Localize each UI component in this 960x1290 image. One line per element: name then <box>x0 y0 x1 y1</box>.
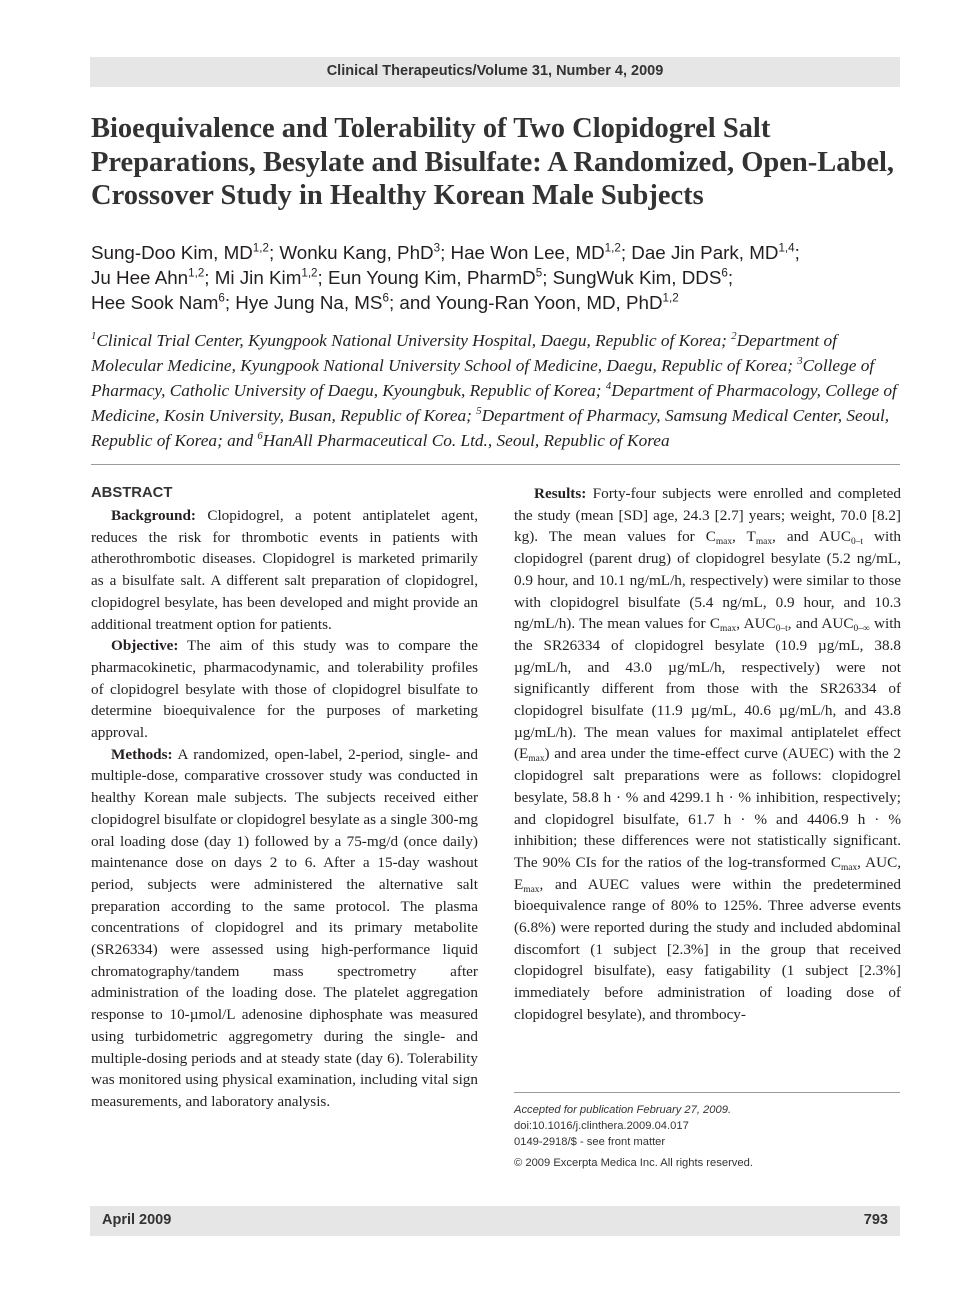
author-name: Young-Ran Yoon, MD, PhD <box>435 292 663 313</box>
abstract-heading: ABSTRACT <box>91 485 173 501</box>
author-name: Hae Won Lee, MD <box>450 242 605 263</box>
copyright-line: © 2009 Excerpta Medica Inc. All rights reserved. <box>514 1157 753 1169</box>
author-affil-mark: 1,2 <box>252 241 269 255</box>
affiliations <box>91 328 906 453</box>
author-name: Dae Jin Park, MD <box>631 242 779 263</box>
page-number: 793 <box>863 1212 888 1228</box>
article-title: Bioequivalence and Tolerability of Two Clopidogrel Salt Preparations, Besylate and Bisulfate: A Randomized, Open-Label, Crossover Study in Healthy Korean Male Subjects <box>91 113 895 211</box>
author-name: Sung-Doo Kim, MD <box>91 242 253 263</box>
affiliation-number: 4 <box>605 380 612 393</box>
author-affil-mark: 1,2 <box>604 241 621 255</box>
running-head: Clinical Therapeutics/Volume 31, Number 4, 2009 <box>326 63 664 79</box>
author-affil-mark: 6 <box>721 266 728 280</box>
footnote-divider <box>514 1092 900 1093</box>
running-head-band <box>90 57 900 87</box>
header-divider <box>91 464 900 465</box>
article-footnote <box>514 1102 900 1171</box>
abstract-objective: Objective: The aim of this study was to compare the pharmacokinetic, pharmacodynamic, and tolerability profiles of clopidogrel besylate with those of clopidogrel bisulfate to determine bioequivalence for the purposes of marketing approval. <box>91 637 478 742</box>
methods-label: Methods: <box>111 745 173 763</box>
author-name: Wonku Kang, PhD <box>279 242 434 263</box>
footer-date: April 2009 <box>102 1212 172 1228</box>
author-list: Sung-Doo Kim, MD$^{1,2}$; Wonku Kang, PhD$^3$; Hae Won Lee, MD$^{1,2}$; Dae Jin Park, MD$^{1,4}$; Ju Hee Ahn$^{1,2}$; Mi Jin Kim$^{1,2}$; Eun Young Kim, PharmD$^5$; SungWuk Kim, DDS$^6$; Hee Sook Nam$^6$; Hye Jung Na, $MS^6$; and Young-Ran Yoon, MD, PhD$^{1,2}$ <box>91 241 800 313</box>
affiliation-text: HanAll Pharmaceutical Co. Ltd., Seoul, Republic of Korea <box>262 431 670 450</box>
affiliation-number: 5 <box>476 405 482 418</box>
affiliation-number: 2 <box>731 330 737 343</box>
results-label: Results: <box>534 485 587 502</box>
author-affil-mark: 1,2 <box>188 266 205 280</box>
affiliation-number: 1 <box>91 330 97 343</box>
abstract-background: Background: Clopidogrel, a potent antiplatelet agent, reduces the risk for thrombotic events in patients with atherothrombotic diseases. Clopidogrel is marketed primarily as a bisulfate salt. A different salt preparation of clopidogrel, clopidogrel besylate, has been developed and might provide an additional treatment option for patients. <box>91 507 478 633</box>
author-name: Hye Jung Na, MS <box>235 292 383 313</box>
author-affil-mark: 1,2 <box>662 291 679 305</box>
author-affil-mark: 6 <box>382 291 389 305</box>
affiliation-number: 6 <box>257 430 263 443</box>
affiliation-text: Department of Pharmacy, Samsung Medical Center, Seoul, Republic of Korea; and <box>91 406 890 450</box>
affiliation-text: Clinical Trial Center, Kyungpook National University Hospital, Daegu, Republic of Korea; <box>96 331 732 350</box>
author-name: SungWuk Kim, DDS <box>552 267 722 288</box>
affiliation-text: Department of Pharmacology, College of Medicine, Kosin University, Busan, Republic of Korea; <box>91 381 897 425</box>
author-affil-mark: 6 <box>218 291 225 305</box>
author-affil-mark: 3 <box>433 241 441 255</box>
author-name: Ju Hee Ahn <box>91 267 189 288</box>
author-affil-mark: 5 <box>535 266 543 280</box>
author-name: Mi Jin Kim <box>214 267 302 288</box>
abstract-results: Results: Forty-four subjects were enrolled and completed the study (mean [SD] age, 24.3 [2.7] years; weight, 70.0 [8.2] kg). The mean values for $C_{max}$, $T_{max}$, and $AUC_{0-t}$ with clopidogrel (parent drug) of clopidogrel besylate (5.2 ng/mL, 0.9 hour, and 10.1 ng/mL/h, respectively) were similar to those with clopidogrel bisulfate (5.4 ng/mL, 0.9 hour, and 10.3 ng/mL/h). The mean values for $C_{max}$, $AUC_{0-t}$, and $AUC_{0-\infty}$ with the SR26334 of clopidogrel besylate (10.9 µg/mL, 38.8 µg/mL/h, and 43.0 µg/mL/h, respectively) were not significantly different from those with the SR26334 of clopidogrel bisulfate (11.9 µg/mL, 40.6 µg/mL/h, and 43.8 µg/mL/h). The mean values for maximal antiplatelet effect $(E_{max})$ and area under the time-effect curve (AUEC) with the 2 clopidogrel salt preparations were as follows: clopidogrel besylate, 58.8 h · % and 4299.1 h · % inhibition, respectively; and clopidogrel bisulfate, 61.7 h · % and 4406.9 h · % inhibition; these differences were not statistically significant. The 90% CIs for the ratios of the log-transformed $C_{max}$, AUC, $E_{max}$, and AUEC values were within the predetermined bioequivalence range of 80% to 125%. Three adverse events (6.8%) were reported during the study and included abdominal discomfort (1 subject [2.3%] in the group that received clopidogrel bisulfate), easy fatigability (1 subject [2.3%] immediately before administration of loading dose of clopidogrel besylate), and thrombocy- <box>514 485 902 1023</box>
author-affil-mark: 1,4 <box>778 241 795 255</box>
author-name: Eun Young Kim, PharmD <box>327 267 536 288</box>
abstract-right-column <box>514 483 901 1026</box>
objective-label: Objective: <box>111 637 179 655</box>
affiliation-text: College of Pharmacy, Catholic University of Daegu, Kyoungbuk, Republic of Korea; <box>91 356 875 400</box>
issn-line: 0149-2918/$ - see front matter <box>514 1136 666 1148</box>
affiliation-text: Department of Molecular Medicine, Kyungpook National University School of Medicine, Daegu, Republic of Korea; <box>91 331 837 375</box>
page-footer-band <box>90 1206 900 1236</box>
background-label: Background: <box>111 507 196 524</box>
affiliation-number: 3 <box>797 355 803 368</box>
doi-link[interactable]: doi:10.1016/j.clinthera.2009.04.017 <box>514 1120 689 1132</box>
abstract-methods: Methods: A randomized, open-label, 2-period, single- and multiple-dose, comparative crossover study was conducted in healthy Korean male subjects. The subjects received either clopidogrel bisulfate or clopidogrel besylate as a single 300-mg oral loading dose (day 1) followed by a 75-mg/d (once daily) maintenance dose on days 2 to 6. After a 15-day washout period, subjects were administered the alternative salt preparation according to the same protocol. The plasma concentrations of clopidogrel and its primary metabolite (SR26334) were assessed using high-performance liquid chromatography/tandem mass spectrometry after administration of the loading dose. The platelet aggregation response to 10-µmol/L adenosine diphosphate was measured using turbidometric aggregometry during the single- and multiple-dosing periods and at steady state (day 6). Tolerability was monitored using physical examination, including vital sign measurements, and laboratory analysis. <box>91 745 478 1110</box>
abstract-left-column <box>91 483 478 1113</box>
author-name: Hee Sook Nam <box>91 292 219 313</box>
author-affil-mark: 1,2 <box>301 266 318 280</box>
accepted-date: Accepted for publication February 27, 2009. <box>514 1104 732 1116</box>
